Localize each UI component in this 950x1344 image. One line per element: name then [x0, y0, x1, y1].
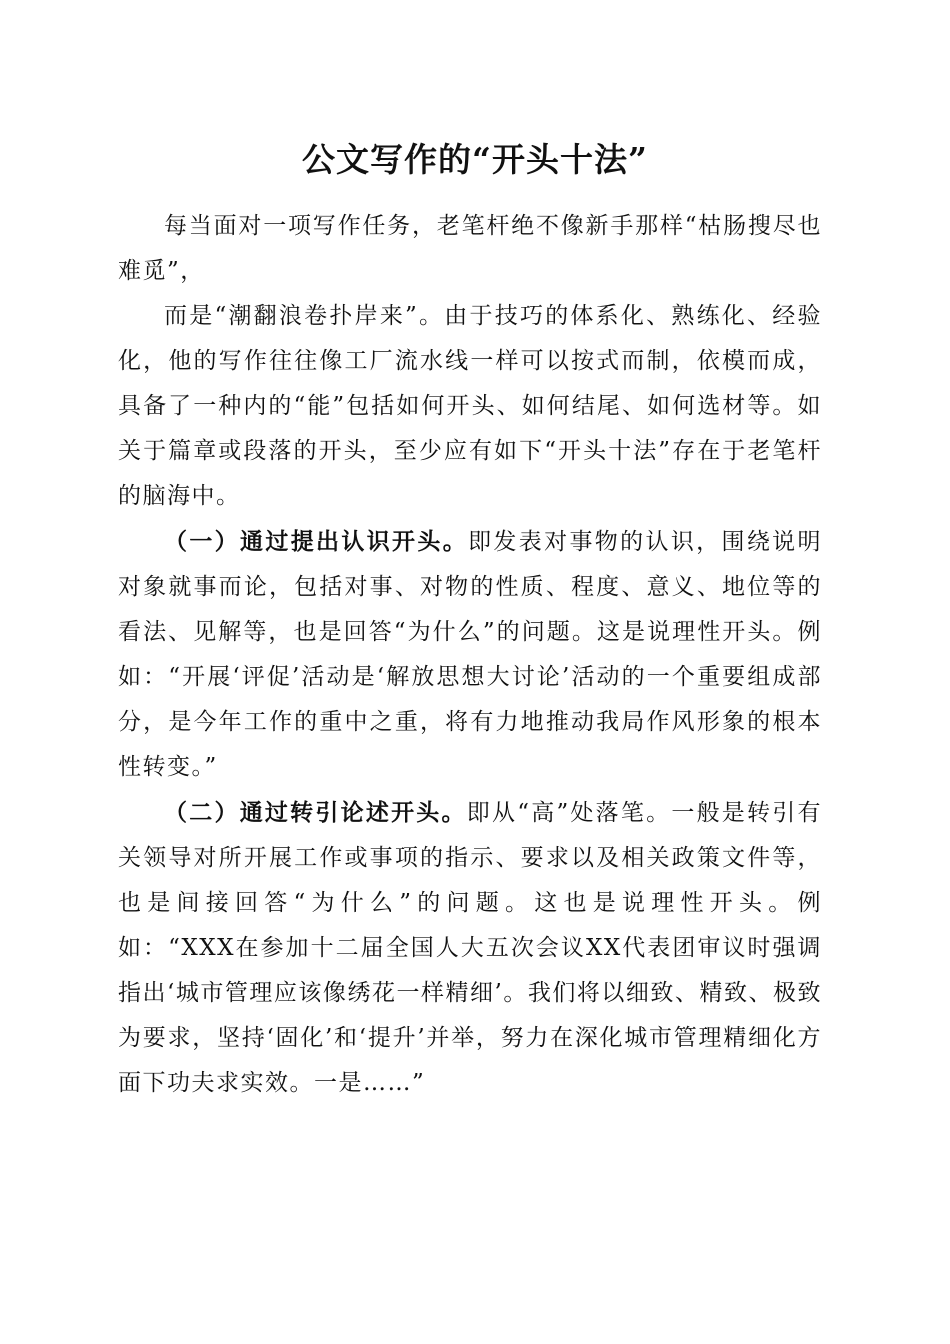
paragraph-method-1 [118, 519, 822, 790]
paragraph-text: 即从“高”处落笔。一般是转引有关领导对所开展工作或事项的指示、要求以及相关政策文件等，也是间接回答“为什么”的问题。这也是说理性开头。例如：“XXX在参加十二届全国人大五次会议XX代表团审议时强调指出‘城市管理应该像绣花一样精细’。我们将以细致、精致、极致为要求，坚持‘固化’和‘提升’并举，努力在深化城市管理精细化方面下功夫求实效。一是……” [118, 800, 822, 1096]
paragraph-lead: （一）通过提出认识开头。 [164, 528, 469, 555]
document-title: 公文写作的“开头十法” [302, 140, 648, 179]
paragraph-lead: （二）通过转引论述开头。 [164, 799, 467, 826]
paragraph-intro-1 [118, 204, 822, 294]
paragraph-text: 而是“潮翻浪卷扑岸来”。由于技巧的体系化、熟练化、经验化，他的写作往往像工厂流水线一样可以按式而制，依模而成，具备了一种内的“能”包括如何开头、如何结尾、如何选材等。如关于篇章或段落的开头，至少应有如下“开头十法”存在于老笔杆的脑海中。 [118, 303, 822, 509]
paragraph-method-2 [118, 790, 822, 1106]
paragraph-intro-2 [118, 294, 822, 519]
paragraph-text: 即发表对事物的认识，围绕说明对象就事而论，包括对事、对物的性质、程度、意义、地位等的看法、见解等，也是回答“为什么”的问题。这是说理性开头。例如：“开展‘评促’活动是‘解放思想大讨论’活动的一个重要组成部分，是今年工作的重中之重，将有力地推动我局作风形象的根本性转变。” [118, 529, 823, 780]
paragraph-text: 每当面对一项写作任务，老笔杆绝不像新手那样“枯肠搜尽也难觅”， [118, 213, 822, 284]
document-body [118, 204, 822, 1106]
